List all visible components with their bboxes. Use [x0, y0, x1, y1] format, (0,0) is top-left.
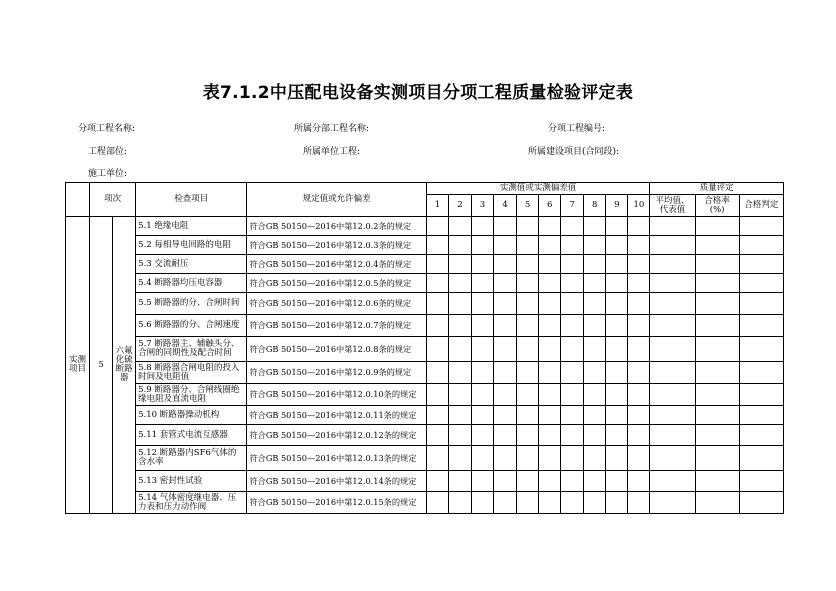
measured-value-cell[interactable] [471, 492, 493, 514]
measure-col-header: 3 [471, 195, 493, 217]
measured-value-cell[interactable] [628, 492, 650, 514]
pass-rate-cell[interactable] [695, 471, 739, 492]
measured-value-cell[interactable] [606, 362, 628, 384]
spec-cell: 符合GB 50150—2016中第12.0.8条的规定 [247, 337, 426, 362]
measured-value-cell[interactable] [561, 446, 584, 471]
measured-value-cell[interactable] [426, 217, 448, 236]
construction-project-label: 所属建设项目(合同段): [528, 147, 620, 157]
measured-value-cell[interactable] [539, 492, 561, 514]
check-item-cell: 5.14 气体密度继电器、压力表和压力动作阀 [136, 492, 247, 514]
avg-cell[interactable] [650, 217, 695, 236]
avg-cell[interactable] [650, 274, 695, 293]
table-row [66, 425, 784, 446]
measured-value-cell[interactable] [494, 362, 517, 384]
measured-value-cell[interactable] [471, 274, 493, 293]
measured-value-cell[interactable] [561, 425, 584, 446]
check-item-cell: 5.11 套管式电流互感器 [136, 425, 247, 446]
measured-value-cell[interactable] [539, 446, 561, 471]
measured-value-cell[interactable] [494, 255, 517, 274]
judgment-cell[interactable] [739, 425, 783, 446]
measured-value-cell[interactable] [494, 274, 517, 293]
measured-value-cell[interactable] [426, 384, 448, 406]
measured-value-cell[interactable] [517, 492, 539, 514]
unit-project-label: 所属单位工程: [303, 147, 361, 157]
spec-cell: 符合GB 50150—2016中第12.0.9条的规定 [247, 362, 426, 384]
measured-value-cell[interactable] [539, 315, 561, 337]
measured-value-cell[interactable] [426, 425, 448, 446]
measured-value-cell[interactable] [539, 255, 561, 274]
category-cell: 实测项目 [66, 217, 90, 514]
measured-value-cell[interactable] [561, 384, 584, 406]
measured-value-cell[interactable] [584, 274, 606, 293]
measured-value-cell[interactable] [494, 315, 517, 337]
measured-value-cell[interactable] [561, 255, 584, 274]
measured-value-cell[interactable] [448, 362, 471, 384]
measured-value-cell[interactable] [471, 337, 493, 362]
measured-value-cell[interactable] [606, 236, 628, 255]
measured-value-cell[interactable] [448, 384, 471, 406]
measured-value-cell[interactable] [517, 425, 539, 446]
measured-value-cell[interactable] [584, 406, 606, 425]
project-location-label: 工程部位: [88, 147, 128, 157]
measured-value-cell[interactable] [471, 406, 493, 425]
avg-cell[interactable] [650, 362, 695, 384]
measured-value-cell[interactable] [517, 236, 539, 255]
measured-value-cell[interactable] [628, 425, 650, 446]
spec-cell: 符合GB 50150—2016中第12.0.6条的规定 [247, 293, 426, 315]
measured-value-cell[interactable] [539, 425, 561, 446]
quality-group-header: 质量评定 [650, 183, 784, 195]
measured-group-header: 实测值或实测偏差值 [426, 183, 650, 195]
measured-value-cell[interactable] [471, 446, 493, 471]
spec-cell: 符合GB 50150—2016中第12.0.2条的规定 [247, 217, 426, 236]
measured-value-cell[interactable] [628, 293, 650, 315]
measured-value-cell[interactable] [517, 446, 539, 471]
measured-value-cell[interactable] [561, 217, 584, 236]
equipment-cell: 六氟化硫断路器 [113, 217, 136, 514]
measured-value-cell[interactable] [561, 471, 584, 492]
measured-value-cell[interactable] [584, 446, 606, 471]
measured-value-cell[interactable] [448, 236, 471, 255]
measured-value-cell[interactable] [448, 217, 471, 236]
measured-value-cell[interactable] [628, 236, 650, 255]
measured-value-cell[interactable] [494, 384, 517, 406]
pass-rate-cell[interactable] [695, 446, 739, 471]
measured-value-cell[interactable] [448, 274, 471, 293]
measured-value-cell[interactable] [426, 446, 448, 471]
measured-value-cell[interactable] [494, 217, 517, 236]
measured-value-cell[interactable] [539, 217, 561, 236]
measured-value-cell[interactable] [517, 362, 539, 384]
avg-cell[interactable] [650, 255, 695, 274]
measure-col-header: 6 [539, 195, 561, 217]
measured-value-cell[interactable] [584, 337, 606, 362]
measured-value-cell[interactable] [628, 274, 650, 293]
measured-value-cell[interactable] [628, 362, 650, 384]
measured-value-cell[interactable] [561, 236, 584, 255]
construction-unit-label: 施工单位: [88, 169, 128, 179]
spec-cell: 符合GB 50150—2016中第12.0.10条的规定 [247, 384, 426, 406]
judgment-cell[interactable] [739, 255, 783, 274]
measured-value-cell[interactable] [606, 471, 628, 492]
sub-project-no-label: 分项工程编号: [548, 124, 606, 134]
measured-value-cell[interactable] [426, 362, 448, 384]
measured-value-cell[interactable] [584, 362, 606, 384]
measured-value-cell[interactable] [471, 217, 493, 236]
pass-rate-cell[interactable] [695, 274, 739, 293]
table-row [66, 384, 784, 406]
measured-value-cell[interactable] [539, 362, 561, 384]
measured-value-cell[interactable] [494, 492, 517, 514]
spec-cell: 符合GB 50150—2016中第12.0.15条的规定 [247, 492, 426, 514]
avg-cell[interactable] [650, 236, 695, 255]
table-row [66, 315, 784, 337]
check-item-cell: 5.8 断路器合闸电阻的投入时间及电阻值 [136, 362, 247, 384]
judgment-cell[interactable] [739, 217, 783, 236]
measured-value-cell[interactable] [628, 255, 650, 274]
measured-value-cell[interactable] [494, 293, 517, 315]
spec-header: 规定值或允许偏差 [247, 183, 426, 217]
measured-value-cell[interactable] [448, 492, 471, 514]
table-row [66, 293, 784, 315]
check-item-cell: 5.2 每相导电回路的电阻 [136, 236, 247, 255]
table-header [66, 183, 784, 217]
measured-value-cell[interactable] [448, 425, 471, 446]
measured-value-cell[interactable] [494, 471, 517, 492]
check-item-cell: 5.10 断路器操动机构 [136, 406, 247, 425]
measured-value-cell[interactable] [517, 315, 539, 337]
check-item-cell: 5.1 绝缘电阻 [136, 217, 247, 236]
measured-value-cell[interactable] [471, 255, 493, 274]
measured-value-cell[interactable] [628, 446, 650, 471]
spec-cell: 符合GB 50150—2016中第12.0.11条的规定 [247, 406, 426, 425]
seq-header: 项次 [90, 183, 136, 217]
spec-cell: 符合GB 50150—2016中第12.0.3条的规定 [247, 236, 426, 255]
spec-cell: 符合GB 50150—2016中第12.0.13条的规定 [247, 446, 426, 471]
measured-value-cell[interactable] [517, 384, 539, 406]
table-row [66, 406, 784, 425]
measured-value-cell[interactable] [584, 293, 606, 315]
judgment-cell[interactable] [739, 293, 783, 315]
measured-value-cell[interactable] [628, 337, 650, 362]
avg-cell[interactable] [650, 471, 695, 492]
avg-cell[interactable] [650, 446, 695, 471]
measured-value-cell[interactable] [606, 406, 628, 425]
judgment-cell[interactable] [739, 274, 783, 293]
measured-value-cell[interactable] [628, 217, 650, 236]
measured-value-cell[interactable] [471, 236, 493, 255]
table-row [66, 471, 784, 492]
measured-value-cell[interactable] [494, 236, 517, 255]
measured-value-cell[interactable] [584, 492, 606, 514]
measured-value-cell[interactable] [426, 337, 448, 362]
page-title: 表7.1.2中压配电设备实测项目分项工程质量检验评定表 [202, 83, 634, 103]
avg-cell[interactable] [650, 315, 695, 337]
measured-value-cell[interactable] [517, 255, 539, 274]
avg-cell[interactable] [650, 406, 695, 425]
pass-rate-cell[interactable] [695, 217, 739, 236]
judgment-cell[interactable] [739, 315, 783, 337]
judgment-cell[interactable] [739, 492, 783, 514]
pass-rate-cell[interactable] [695, 255, 739, 274]
measured-value-cell[interactable] [561, 337, 584, 362]
measured-value-cell[interactable] [448, 471, 471, 492]
check-item-cell: 5.7 断路器主、辅触头分、合闸的同期性及配合时间 [136, 337, 247, 362]
pass-rate-cell[interactable] [695, 362, 739, 384]
check-item-cell: 5.12 断路器内SF6气体的含水率 [136, 446, 247, 471]
pass-rate-cell[interactable] [695, 293, 739, 315]
measured-value-cell[interactable] [471, 293, 493, 315]
check-item-cell: 5.5 断路器的分、合闸时间 [136, 293, 247, 315]
table-row [66, 337, 784, 362]
judgment-header: 合格判定 [739, 195, 783, 217]
division-project-name-label: 所属分部工程名称: [294, 124, 370, 134]
table-row [66, 446, 784, 471]
measure-col-header: 8 [584, 195, 606, 217]
measured-value-cell[interactable] [471, 384, 493, 406]
pass-rate-cell[interactable] [695, 406, 739, 425]
measured-value-cell[interactable] [561, 362, 584, 384]
measured-value-cell[interactable] [606, 293, 628, 315]
measured-value-cell[interactable] [584, 236, 606, 255]
measured-value-cell[interactable] [561, 315, 584, 337]
measured-value-cell[interactable] [448, 293, 471, 315]
measured-value-cell[interactable] [517, 293, 539, 315]
measured-value-cell[interactable] [448, 406, 471, 425]
measured-value-cell[interactable] [584, 471, 606, 492]
spec-cell: 符合GB 50150—2016中第12.0.4条的规定 [247, 255, 426, 274]
measured-value-cell[interactable] [426, 255, 448, 274]
measured-value-cell[interactable] [561, 293, 584, 315]
measured-value-cell[interactable] [426, 236, 448, 255]
check-item-cell: 5.3 交流耐压 [136, 255, 247, 274]
measured-value-cell[interactable] [606, 255, 628, 274]
measured-value-cell[interactable] [494, 337, 517, 362]
measured-value-cell[interactable] [606, 337, 628, 362]
sub-project-name-label: 分项工程名称: [78, 124, 136, 134]
measured-value-cell[interactable] [539, 293, 561, 315]
spec-cell: 符合GB 50150—2016中第12.0.14条的规定 [247, 471, 426, 492]
measured-value-cell[interactable] [561, 492, 584, 514]
measured-value-cell[interactable] [584, 255, 606, 274]
measured-value-cell[interactable] [606, 274, 628, 293]
measured-value-cell[interactable] [606, 425, 628, 446]
measured-value-cell[interactable] [584, 315, 606, 337]
judgment-cell[interactable] [739, 362, 783, 384]
measured-value-cell[interactable] [426, 293, 448, 315]
measured-value-cell[interactable] [561, 274, 584, 293]
table-row [66, 362, 784, 384]
measured-value-cell[interactable] [426, 471, 448, 492]
avg-header: 平均值、代表值 [650, 195, 695, 217]
table-row [66, 255, 784, 274]
judgment-cell[interactable] [739, 384, 783, 406]
measured-value-cell[interactable] [539, 337, 561, 362]
avg-cell[interactable] [650, 293, 695, 315]
measured-value-cell[interactable] [606, 384, 628, 406]
check-item-cell: 5.13 密封性试验 [136, 471, 247, 492]
measured-value-cell[interactable] [471, 471, 493, 492]
measured-value-cell[interactable] [426, 492, 448, 514]
pass-rate-cell[interactable] [695, 337, 739, 362]
measured-value-cell[interactable] [561, 406, 584, 425]
measured-value-cell[interactable] [426, 315, 448, 337]
pass-rate-cell[interactable] [695, 384, 739, 406]
spec-cell: 符合GB 50150—2016中第12.0.5条的规定 [247, 274, 426, 293]
check-item-cell: 5.6 断路器的分、合闸速度 [136, 315, 247, 337]
judgment-cell[interactable] [739, 337, 783, 362]
judgment-cell[interactable] [739, 406, 783, 425]
measured-value-cell[interactable] [628, 471, 650, 492]
measured-value-cell[interactable] [471, 315, 493, 337]
check-item-cell: 5.9 断路器分、合闸线圈绝缘电阻及直流电阻 [136, 384, 247, 406]
measured-value-cell[interactable] [517, 406, 539, 425]
measured-value-cell[interactable] [539, 274, 561, 293]
table-body [66, 217, 784, 514]
spec-cell: 符合GB 50150—2016中第12.0.12条的规定 [247, 425, 426, 446]
measured-value-cell[interactable] [426, 406, 448, 425]
measured-value-cell[interactable] [606, 315, 628, 337]
table-row [66, 492, 784, 514]
measured-value-cell[interactable] [517, 274, 539, 293]
measured-value-cell[interactable] [606, 217, 628, 236]
measured-value-cell[interactable] [517, 337, 539, 362]
corner-cell [66, 183, 90, 217]
table-row [66, 217, 784, 236]
spec-cell: 符合GB 50150—2016中第12.0.7条的规定 [247, 315, 426, 337]
measured-value-cell[interactable] [628, 315, 650, 337]
measure-col-header: 10 [628, 195, 650, 217]
measured-value-cell[interactable] [628, 384, 650, 406]
avg-cell[interactable] [650, 425, 695, 446]
measured-value-cell[interactable] [471, 362, 493, 384]
measured-value-cell[interactable] [494, 406, 517, 425]
measured-value-cell[interactable] [448, 315, 471, 337]
measure-col-header: 2 [448, 195, 471, 217]
table-row [66, 274, 784, 293]
pass-rate-cell[interactable] [695, 315, 739, 337]
measured-value-cell[interactable] [517, 217, 539, 236]
measured-value-cell[interactable] [606, 492, 628, 514]
measure-col-header: 7 [561, 195, 584, 217]
measured-value-cell[interactable] [494, 425, 517, 446]
measured-value-cell[interactable] [448, 255, 471, 274]
measured-value-cell[interactable] [584, 217, 606, 236]
pass-rate-cell[interactable] [695, 492, 739, 514]
measured-value-cell[interactable] [539, 471, 561, 492]
inspection-table [65, 182, 784, 514]
seq-number-cell: 5 [90, 217, 113, 514]
measured-value-cell[interactable] [448, 337, 471, 362]
measured-value-cell[interactable] [539, 406, 561, 425]
judgment-cell[interactable] [739, 446, 783, 471]
measured-value-cell[interactable] [517, 471, 539, 492]
check-item-cell: 5.4 断路器均压电容器 [136, 274, 247, 293]
measured-value-cell[interactable] [426, 274, 448, 293]
measured-value-cell[interactable] [584, 425, 606, 446]
measured-value-cell[interactable] [539, 236, 561, 255]
measured-value-cell[interactable] [448, 446, 471, 471]
measured-value-cell[interactable] [628, 406, 650, 425]
judgment-cell[interactable] [739, 236, 783, 255]
measured-value-cell[interactable] [606, 446, 628, 471]
measured-value-cell[interactable] [584, 384, 606, 406]
measure-col-header: 4 [494, 195, 517, 217]
measure-col-header: 5 [517, 195, 539, 217]
judgment-cell[interactable] [739, 471, 783, 492]
check-item-header: 检查项目 [136, 183, 247, 217]
measure-col-header: 9 [606, 195, 628, 217]
pass-rate-cell[interactable] [695, 236, 739, 255]
pass-rate-cell[interactable] [695, 425, 739, 446]
avg-cell[interactable] [650, 337, 695, 362]
pass-rate-header: 合格率(%) [695, 195, 739, 217]
measured-value-cell[interactable] [471, 425, 493, 446]
measured-value-cell[interactable] [539, 384, 561, 406]
table-row [66, 236, 784, 255]
measured-value-cell[interactable] [494, 446, 517, 471]
avg-cell[interactable] [650, 492, 695, 514]
avg-cell[interactable] [650, 384, 695, 406]
measure-col-header: 1 [426, 195, 448, 217]
